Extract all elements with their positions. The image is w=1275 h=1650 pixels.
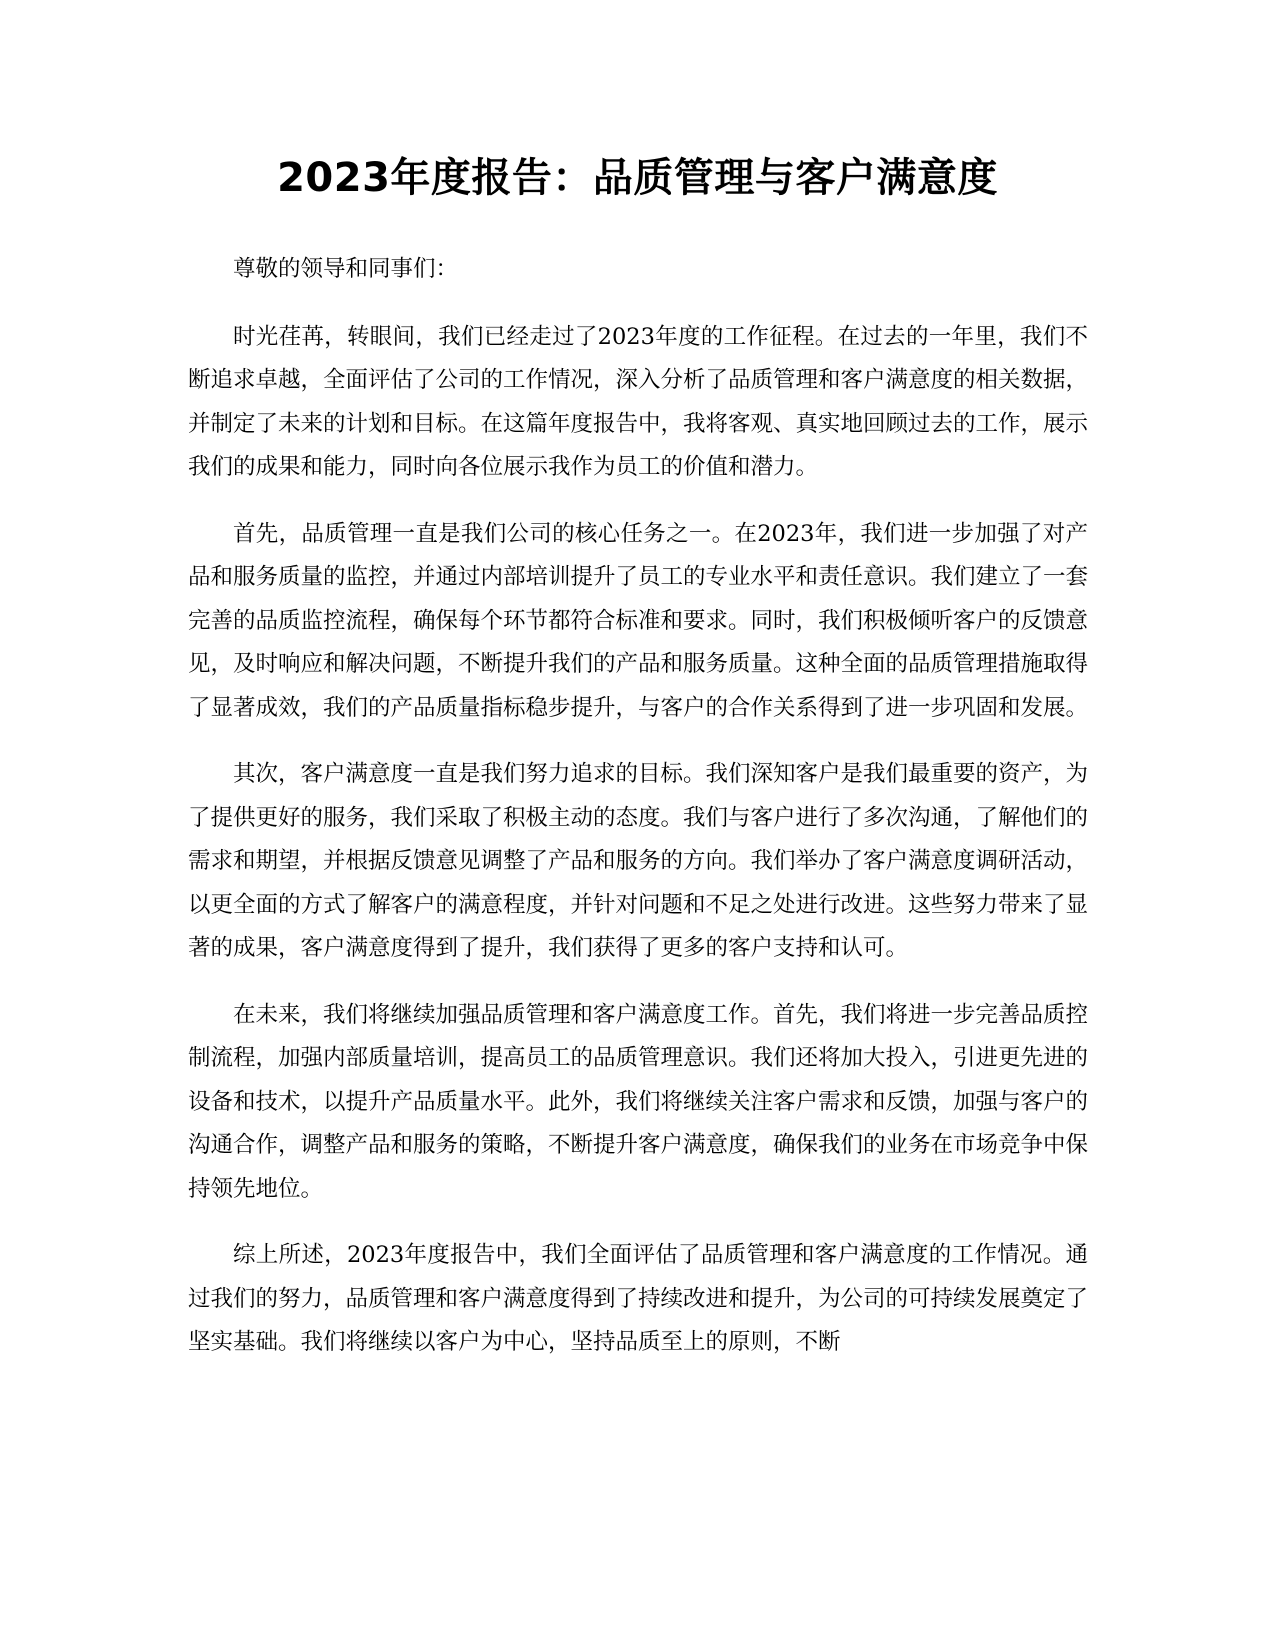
paragraph-future-plans: 在未来，我们将继续加强品质管理和客户满意度工作。首先，我们将进一步完善品质控制流程，加强内部质量培训，提高员工的品质管理意识。我们还将加大投入，引进更先进的设备和技术，以提升产品质量水平。此外，我们将继续关注客户需求和反馈，加强与客户的沟通合作，调整产品和服务的策略，不断提升客户满意度，确保我们的业务在市场竞争中保持领先地位。	[188, 1001, 1089, 1202]
paragraph-customer-satisfaction: 其次，客户满意度一直是我们努力追求的目标。我们深知客户是我们最重要的资产，为了提供更好的服务，我们采取了积极主动的态度。我们与客户进行了多次沟通，了解他们的需求和期望，并根据反馈意见调整了产品和服务的方向。我们举办了客户满意度调研活动，以更全面的方式了解客户的满意程度，并针对问题和不足之处进行改进。这些努力带来了显著的成果，客户满意度得到了提升，我们获得了更多的客户支持和认可。	[188, 761, 1089, 961]
paragraph-quality-management: 首先，品质管理一直是我们公司的核心任务之一。在2023年，我们进一步加强了对产品和服务质量的监控，并通过内部培训提升了员工的专业水平和责任意识。我们建立了一套完善的品质监控流程，确保每个环节都符合标准和要求。同时，我们积极倾听客户的反馈意见，及时响应和解决问题，不断提升我们的产品和服务质量。这种全面的品质管理措施取得了显著成效，我们的产品质量指标稳步提升，与客户的合作关系得到了进一步巩固和发展。	[188, 520, 1089, 721]
document-body	[188, 248, 1088, 1388]
page-title: 2023年度报告：品质管理与客户满意度	[277, 155, 998, 201]
salutation: 尊敬的领导和同事们：	[233, 256, 459, 282]
paragraph-summary: 综上所述，2023年度报告中，我们全面评估了品质管理和客户满意度的工作情况。通过我们的努力，品质管理和客户满意度得到了持续改进和提升，为公司的可持续发展奠定了坚实基础。我们将继续以客户为中心，坚持品质至上的原则，不断	[188, 1242, 1089, 1355]
paragraph-intro: 时光荏苒，转眼间，我们已经走过了2023年度的工作征程。在过去的一年里，我们不断追求卓越，全面评估了公司的工作情况，深入分析了品质管理和客户满意度的相关数据，并制定了未来的计划和目标。在这篇年度报告中，我将客观、真实地回顾过去的工作，展示我们的成果和能力，同时向各位展示我作为员工的价值和潜力。	[188, 323, 1089, 480]
